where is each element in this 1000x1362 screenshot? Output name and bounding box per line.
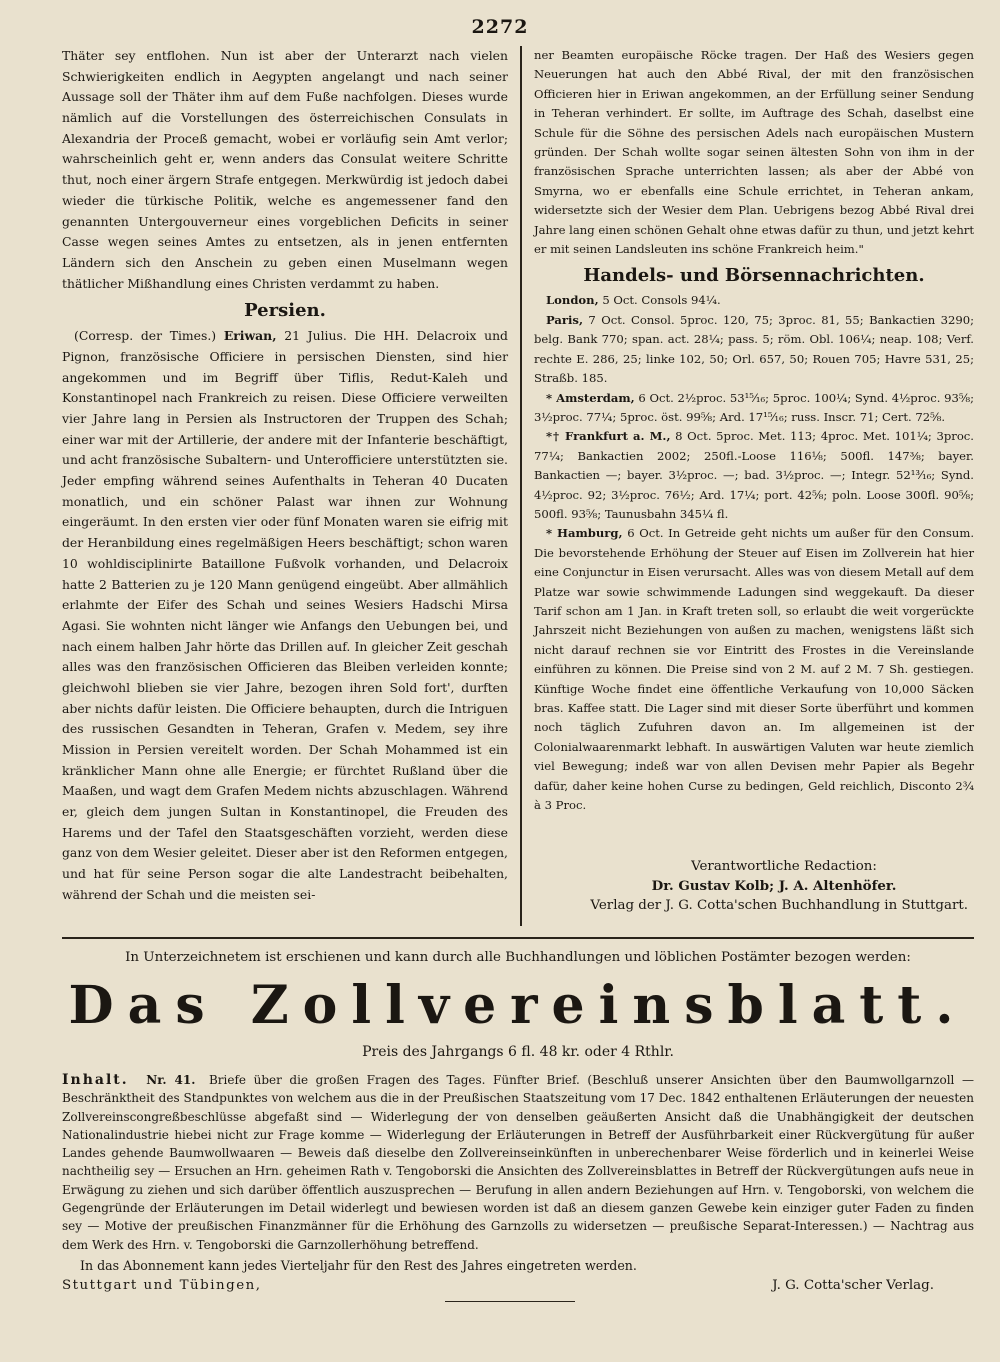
section-heading-persien: Persien. [244,300,326,322]
persien-text: 21 Julius. Die HH. Delacroix und Pignon, französische Officiere in persischen Diensten, sind hier angekommen und im Begriff über Tiflis, Redut-Kaleh und Konstantinopel nach Frankreich zu reisen. Diese Officiere verweilten vier Jahre lang in Persien als Instructoren der Truppen des Schah; einer war mit der Artillerie, der andere mit der Infanterie beschäftigt, und acht französische Subaltern- und Unterofficiere unterstützten sie. Jeder empfing während seines Aufenthalts in Teheran 40 Ducaten monatlich, und ein schöner Palast war ihnen zur Wohnung eingeräumt. In den ersten vier oder fünf Monaten waren sie eifrig mit der Heranbildung eines regelmäßigen Heers beschäftigt; schon waren 10 wohldisciplinirte Bataillone Fußvolk vorhanden, und Delacroix hatte 2 Batterien zu je 120 Mann genügend eingeübt. Aber allmählich erlahmte der Eifer des Schah und seines Wesiers Hadschi Mirsa Agasi. Sie wohnten nicht länger wie Anfangs den Uebungen bei, und nach einem halben Jahr hörte das Drillen auf. In gleicher Zeit geschah alles was den französischen Officieren das Bleiben verleiden konnte; gleichwohl blieben sie vier Jahre, bezogen ihren Sold fort', durften aber nichts dafür leisten. Die Officiere behaupten, durch die Intriguen des russischen Gesandten in Teheran, Grafen v. Medem, sey ihre Mission in Persien vereitelt worden. Der Schah Mohammed ist ein kränklicher Mann ohne alle Energie; er fürchtet Rußland über die Maaßen, und wagt dem Grafen Medem nichts abzuschlagen. Während er, gleich dem jungen Sultan in Konstantinopel, die Freuden des Harems und der Tafel den Staatsgeschäften vorzieht, werden diese ganz von dem Wesier geleitet. Dieser aber ist den Reformen entgegen, und hat für seine Person sogar die alte Landestracht beibehalten, während der Schah und die meisten sei- [62,328,508,902]
persien-source: (Corresp. der Times.) [74,328,217,344]
advert-verlag: J. G. Cotta'scher Verlag. [772,1278,934,1294]
market-city-hamburg: * Hamburg, [546,526,623,541]
market-report-amsterdam [534,389,974,428]
advert-divider [62,937,974,939]
end-rule [445,1301,575,1302]
market-report-london [534,291,974,310]
left-column [62,46,508,906]
advert-contents-label: Inhalt. [62,1072,129,1088]
advert-place: Stuttgart und Tübingen, [62,1278,262,1294]
market-text-frankfurt: 8 Oct. 5proc. Met. 113; 4proc. Met. 101¼; 3proc. 77¼; Bankactien 2002; 250fl.-Loose 116⅛; 500fl. 147⅜; bayer. Bankactien —; bayer. 3½proc. —; bad. 3½proc. —; Integr. 52¹³⁄₁₆; Synd. 4½proc. 92; 3½proc. 76½; Ard. 17¼; port. 42⅝; poln. Loose 300fl. 90⅝; 500fl. 93⅝; Taunusbahn 345¼ fl. [534,429,974,521]
column-divider [520,46,522,926]
market-report-paris [534,311,974,389]
section-heading-handel: Handels- und Börsennachrichten. [583,265,925,287]
market-report-frankfurt [534,427,974,524]
advert-title: Das Zollvereinsblatt. [68,975,968,1036]
market-city-amsterdam: * Amsterdam, [546,390,635,405]
editor-names: Dr. Gustav Kolb; J. A. Altenhöfer. [651,877,897,894]
persien-dateline: Eriwan, [223,328,277,344]
advert-subscription: In das Abonnement kann jedes Vierteljahr für den Rest des Jahres eingetreten werden. [80,1257,637,1273]
publisher-line: Verlag der J. G. Cotta'schen Buchhandlung in Stuttgart. [590,898,968,914]
page-number: 2272 [471,16,529,38]
advert-intro: In Unterzeichnetem ist erschienen und kann durch alle Buchhandlungen und löblichen Postämter bezogen werden: [125,950,911,965]
advert-zollvereinsblatt [62,947,974,1297]
right-column [534,46,974,916]
market-city-paris: Paris, [546,312,583,327]
editor-block [534,857,974,915]
article-persien-continuation: ner Beamten europäische Röcke tragen. Der Haß des Wesiers gegen Neuerungen hat auch den Abbé Rival, der mit den französischen Officieren hier in Eriwan angekommen, an der Erfüllung seiner Sendung in Teheran verhindert. Er sollte, im Auftrage des Schah, daselbst eine Schule für die Söhne des persischen Adels nach europäischen Mustern gründen. Der Schah wollte sogar seinen ältesten Sohn von ihm in der französischen Sprache unterrichten lassen; als aber der Abbé von Smyrna, wo er ebenfalls eine Schule errichtet, in Teheran ankam, widersetzte sich der Wesier dem Plan. Uebrigens bezog Abbé Rival drei Jahre lang einen schönen Gehalt ohne etwas dafür zu thun, und jetzt kehrt er mit seinen Landsleuten ins schöne Frankreich heim." [534,48,974,257]
market-text-london: 5 Oct. Consols 94¼. [602,293,721,308]
market-text-paris: 7 Oct. Consol. 5proc. 120, 75; 3proc. 81, 55; Bankactien 3290; belg. Bank 770; span. act. 28¼; pass. 5; röm. Obl. 106¼; neap. 108; Verf. rechte E. 286, 25; linke 102, 50; Orl. 657, 50; Rouen 705; Havre 531, 25; Straßb. 185. [534,312,974,386]
market-report-hamburg [534,524,974,815]
market-city-london: London, [546,293,599,308]
editor-label: Verantwortliche Redaction: [691,859,877,875]
advert-issue-number: Nr. 41. [146,1073,196,1087]
market-text-hamburg: 6 Oct. In Getreide geht nichts um außer für den Consum. Die bevorstehende Erhöhung der Steuer auf Eisen im Zollverein hat hier eine Conjunctur in Eisen verursacht. Alles was von diesem Metall auf dem Platze war sowie schwimmende Ladungen sind weggekauft. Da dieser Tarif schon am 1 Jan. in Kraft treten soll, so erlaubt die weit vorgerückte Jahrszeit nicht Beziehungen von außen zu machen, wenigstens läßt sich nicht darauf rechnen sie vor Eintritt des Frostes in die Vereinslande einführen zu können. Die Preise sind von 2 M. auf 2 M. 7 Sh. gestiegen. Künftige Woche findet eine öffentliche Verkaufung von 10,000 Säcken bras. Kaffee statt. Die Lager sind mit dieser Sorte überführt und kommen noch täglich Zufuhren davon an. Im allgemeinen ist der Colonialwaarenmarkt lebhaft. In auswärtigen Valuten war heute ziemlich viel Bewegung; indeß war von allen Devisen mehr Papier als Begehr dafür, daher keine hohen Curse zu bedingen, Geld reichlich, Disconto 2¾ à 3 Proc. [534,526,975,813]
advert-contents [62,1071,974,1254]
article-egypt-continuation: Thäter sey entflohen. Nun ist aber der Unterarzt nach vielen Schwierigkeiten endlich in Aegypten angelangt und nach seiner Aussage soll der Thäter ihm auf dem Fuße nachfolgen. Dieses wurde nämlich auf die Vorstellungen des österreichischen Consulats in Alexandria der Proceß gemacht, wobei er vorläufig sein Amt verlor; wahrscheinlich geht er, wenn anders das Consulat weitere Schritte thut, noch einer ärgern Strafe entgegen. Merkwürdig ist jedoch dabei wieder die türkische Politik, welche es angemessener fand den genannten Untergouverneur eines vorgeblichen Deficits in seiner Casse wegen seines Amtes zu entsetzen, als in jenen entfernten Ländern sich den Anschein zu geben einen Muselmann wegen thätlicher Mißhandlung eines Christen verdammt zu haben. [62,48,508,291]
advert-footer [62,1275,974,1297]
advert-contents-text: Briefe über die großen Fragen des Tages. Fünfter Brief. (Beschluß unserer Ansichten über den Baumwollgarnzoll — Beschränktheit des Standpunktes von welchem aus die in der Preußischen Staatszeitung vom 17 Dec. 1842 enthaltenen Erläuterungen der neuesten Zollvereinscongreßbeschlüsse abgefaßt sind — Widerlegung der von denselben geäußerten Ansicht daß die Unabhängigkeit der deutschen Nationalindustrie hiebei nicht zur Frage komme — Widerlegung der Erläuterungen in Betreff der Ausführbarkeit einer Rückvergütung für außer Landes gehende Baumwollwaaren — Beweis daß dieselbe den Zollvereinseinkünften in unberechenbarer Weise förderlich und in keinerlei Weise nachtheilig sey — Ersuchen an Hrn. geheimen Rath v. Tengoborski die Ansichten des Zollvereinsblattes in Betreff der Rückvergütungen aufs neue in Erwägung zu ziehen und sich darüber öffentlich auszusprechen — Berufung in allen andern Beziehungen auf Hrn. v. Tengoborski, von welchem die Gegengründe der Erläuterungen im Detail widerlegt und bewiesen worden ist daß an diesem ganzen Gewebe kein einziger guter Faden zu finden sey — Motive der preußischen Finanzmänner für die Erhöhung des Garnzolls zu widersetzen — preußische Separat-Interessen.) — Nachtrag aus dem Werk des Hrn. v. Tengoborski die Garnzollerhöhung betreffend. [62,1073,974,1252]
market-city-frankfurt: *† Frankfurt a. M., [546,429,671,444]
article-persien [62,326,508,905]
advert-price: Preis des Jahrgangs 6 fl. 48 kr. oder 4 Rthlr. [362,1044,674,1060]
market-text-amsterdam: 6 Oct. 2½proc. 53¹⁵⁄₁₆; 5proc. 100¼; Synd. 4½proc. 93⅝; 3½proc. 77¼; 5proc. öst. 99⅝; Ard. 17¹⁵⁄₁₆; russ. Inscr. 71; Cert. 72⅝. [534,390,975,424]
